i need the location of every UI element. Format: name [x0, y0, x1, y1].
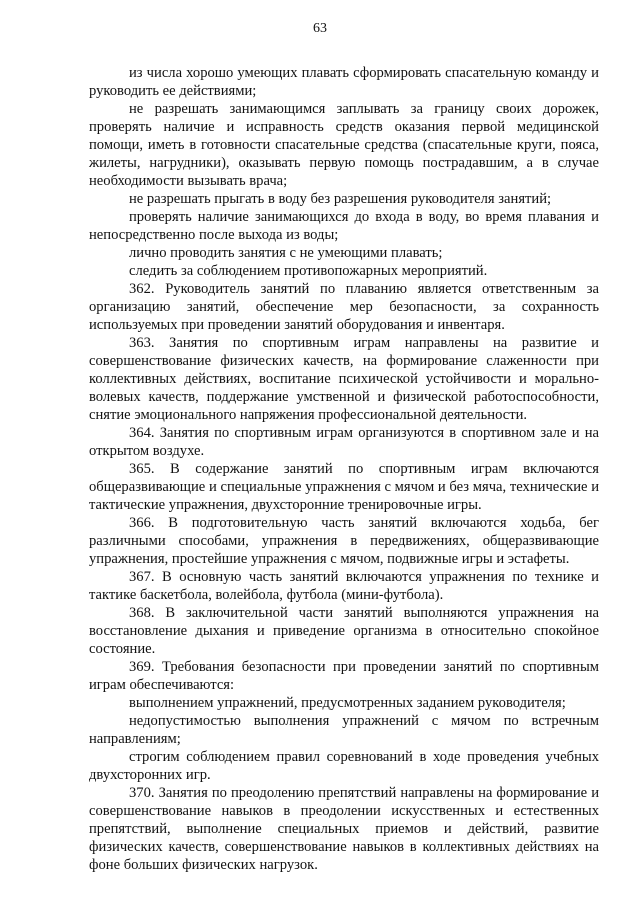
paragraph: строгим соблюдением правил соревнований в ходе проведения учебных двухсторонних игр.: [89, 749, 599, 783]
paragraph: 368. В заключительной части занятий выполняются упражнения на восстановление дыхания и приведение организма в относительно спокойное состояние.: [89, 605, 599, 657]
paragraph: 365. В содержание занятий по спортивным играм включаются общеразвивающие и специальные упражнения с мячом и без мяча, технические и тактические упражнения, двухсторонние тренировочные игры.: [89, 461, 599, 513]
page-number: 63: [313, 21, 327, 36]
paragraph: не разрешать занимающимся заплывать за границу своих дорожек, проверять наличие и исправность средств оказания первой медицинской помощи, иметь в готовности спасательные средства (спасательные круги, пояса, жилеты, нагрудники), оказывать первую помощь пострадавшим, а в случае необходимости вызывать врача;: [89, 101, 599, 189]
paragraph: 363. Занятия по спортивным играм направлены на развитие и совершенствование физических качеств, на формирование слаженности при коллективных действиях, воспитание психической устойчивости и морально-волевых качеств, поддержание умственной и физической работоспособности, снятие эмоционального напряжения профессиональной деятельности.: [89, 335, 599, 423]
paragraph: недопустимостью выполнения упражнений с мячом по встречным направлениям;: [89, 713, 599, 747]
paragraph: лично проводить занятия с не умеющими плавать;: [129, 245, 443, 261]
body-text: [89, 64, 599, 874]
paragraph: 366. В подготовительную часть занятий включаются ходьба, бег различными способами, упражнения в передвижениях, общеразвивающие упражнения, простейшие упражнения с мячом, подвижные игры и эстафеты.: [89, 515, 599, 567]
paragraph: 370. Занятия по преодолению препятствий направлены на формирование и совершенствование навыков в преодолении искусственных и естественных препятствий, выполнение специальных приемов и действий, развитие физических качеств, совершенствование навыков в коллективных действиях на фоне больших физических нагрузок.: [89, 785, 599, 873]
paragraph: 364. Занятия по спортивным играм организуются в спортивном зале и на открытом воздухе.: [89, 425, 599, 459]
paragraph: из числа хорошо умеющих плавать сформировать спасательную команду и руководить ее действиями;: [89, 65, 599, 99]
paragraph: проверять наличие занимающихся до входа в воду, во время плавания и непосредственно после выхода из воды;: [89, 209, 599, 243]
paragraph: не разрешать прыгать в воду без разрешения руководителя занятий;: [129, 191, 552, 207]
paragraph: 362. Руководитель занятий по плаванию является ответственным за организацию занятий, обеспечение мер безопасности, за сохранность используемых при проведении занятий оборудования и инвентаря.: [89, 281, 599, 333]
paragraph: 369. Требования безопасности при проведении занятий по спортивным играм обеспечиваются:: [89, 659, 599, 693]
paragraph: следить за соблюдением противопожарных мероприятий.: [129, 263, 488, 279]
paragraph: выполнением упражнений, предусмотренных заданием руководителя;: [129, 695, 566, 711]
paragraph: 367. В основную часть занятий включаются упражнения по технике и тактике баскетбола, волейбола, футбола (мини-футбола).: [89, 569, 599, 603]
